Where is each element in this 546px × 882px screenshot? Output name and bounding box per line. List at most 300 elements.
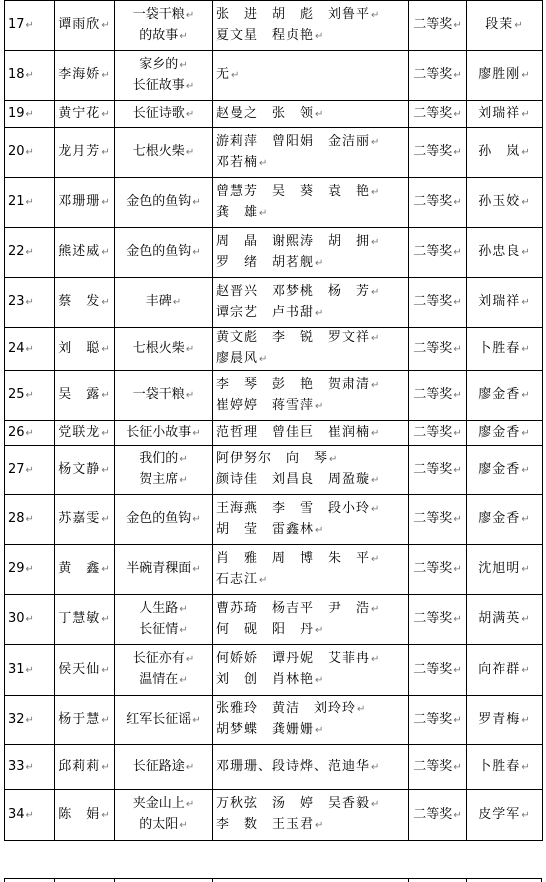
- student-name-cell: [55, 228, 115, 278]
- paragraph-mark-icon: ↵: [185, 343, 195, 355]
- paragraph-mark-icon: ↵: [185, 80, 195, 92]
- team-members-line: [216, 757, 405, 778]
- paragraph-mark-icon: ↵: [101, 514, 111, 525]
- paragraph-mark-icon: ↵: [453, 108, 462, 120]
- work-title-cell: [115, 421, 213, 446]
- table-row: [5, 645, 543, 696]
- work-title-text: 温情在: [139, 672, 179, 687]
- row-number: 32: [8, 711, 25, 727]
- prize-level: 二等奖: [413, 806, 453, 822]
- prize-cell: [409, 228, 467, 278]
- student-name-cell: [55, 101, 115, 128]
- work-title-cell: [115, 696, 213, 745]
- paragraph-mark-icon: ↵: [315, 524, 325, 536]
- row-number: 26: [8, 424, 25, 440]
- work-title-text: 长征情: [139, 621, 179, 637]
- team-members-line: [216, 26, 405, 47]
- work-title-text: 的太阳: [139, 817, 179, 832]
- team-members-cell: [213, 696, 409, 745]
- team-members-text: 李 琴 彭 艳 贺肃清: [216, 376, 371, 392]
- team-members-cell: [213, 545, 409, 595]
- teacher-cell: [467, 371, 543, 421]
- prize-cell: [409, 446, 467, 495]
- table-row: [5, 101, 543, 128]
- paragraph-mark-icon: ↵: [453, 464, 462, 476]
- paragraph-mark-icon: ↵: [259, 207, 269, 219]
- team-members-text: 李 数 王玉君: [216, 817, 315, 832]
- team-members-text: 胡 莹 雷鑫林: [216, 521, 315, 537]
- team-members-line: [216, 65, 405, 86]
- student-name: 黄 鑫: [58, 561, 101, 576]
- row-number-cell: [5, 696, 55, 745]
- work-title-text: 半碗青稞面: [126, 561, 192, 576]
- work-title-cell: [115, 745, 213, 790]
- prize-cell: [409, 421, 467, 446]
- team-members-line: [216, 549, 405, 570]
- paragraph-mark-icon: ↵: [371, 136, 381, 148]
- paragraph-mark-icon: ↵: [371, 286, 381, 298]
- teacher-cell: [467, 545, 543, 595]
- paragraph-mark-icon: ↵: [521, 297, 531, 308]
- teacher-cell: [467, 101, 543, 128]
- team-members-text: 曾慧芳 吴 葵 袁 艳: [216, 183, 371, 199]
- work-title-text: 红军长征谣: [126, 711, 192, 727]
- team-members-text: 万秋弦 汤 婷 吴香毅: [216, 796, 371, 811]
- work-title-line: [118, 192, 209, 213]
- table-row: [5, 371, 543, 421]
- work-title-line: [118, 649, 209, 670]
- team-members-text: 刘 创 肖林艳: [216, 672, 315, 687]
- row-number: 21: [8, 194, 25, 209]
- prize-level: 二等奖: [413, 611, 453, 626]
- work-title-cell: [115, 545, 213, 595]
- paragraph-mark-icon: ↵: [101, 809, 111, 821]
- paragraph-mark-icon: ↵: [101, 343, 111, 355]
- team-members-line: [216, 699, 405, 720]
- teacher-name: 皮学军: [478, 806, 521, 822]
- paragraph-mark-icon: ↵: [371, 761, 381, 773]
- prize-level: 二等奖: [413, 244, 453, 259]
- work-title-text: 我们的: [139, 451, 179, 466]
- paragraph-mark-icon: ↵: [25, 809, 34, 821]
- row-number: 23: [8, 294, 25, 309]
- paragraph-mark-icon: ↵: [521, 464, 531, 476]
- team-members-line: [216, 794, 405, 815]
- teacher-cell: [467, 128, 543, 178]
- student-name-cell: [55, 696, 115, 745]
- work-title-line: [118, 423, 209, 444]
- work-title-cell: [115, 446, 213, 495]
- work-title-text: 一袋干粮: [132, 387, 185, 402]
- team-members-cell: [213, 595, 409, 645]
- student-name: 熊述威: [58, 244, 101, 259]
- paragraph-mark-icon: ↵: [25, 70, 34, 81]
- team-members-text: 赵曼之 张 领: [216, 105, 315, 121]
- work-title-cell: [115, 495, 213, 545]
- paragraph-mark-icon: ↵: [453, 197, 462, 208]
- work-title-line: [118, 385, 209, 406]
- team-members-text: 何 砚 阳 丹: [216, 621, 315, 637]
- paragraph-mark-icon: ↵: [25, 343, 34, 355]
- team-members-cell: [213, 446, 409, 495]
- work-title-text: 长征诗歌: [132, 105, 185, 121]
- paragraph-mark-icon: ↵: [371, 603, 381, 615]
- work-title-line: [118, 757, 209, 778]
- paragraph-mark-icon: ↵: [25, 197, 34, 208]
- row-number-cell: [5, 495, 55, 545]
- paragraph-mark-icon: ↵: [521, 108, 531, 120]
- work-title-line: [118, 339, 209, 360]
- prize-cell: [409, 745, 467, 790]
- prize-level: 二等奖: [413, 511, 453, 526]
- teacher-name: 刘瑞祥: [478, 294, 521, 309]
- paragraph-mark-icon: ↵: [101, 427, 111, 439]
- table-row: [5, 696, 543, 745]
- team-members-cell: [213, 51, 409, 101]
- team-members-text: 无: [216, 67, 231, 82]
- paragraph-mark-icon: ↵: [101, 390, 111, 401]
- paragraph-mark-icon: ↵: [101, 564, 111, 575]
- team-members-line: [216, 449, 405, 470]
- paragraph-mark-icon: ↵: [25, 614, 34, 625]
- prize-level: 二等奖: [413, 340, 453, 356]
- team-members-cell: [213, 278, 409, 328]
- prize-level: 二等奖: [413, 661, 453, 677]
- teacher-name: 胡满英: [478, 611, 521, 626]
- teacher-name: 廖金香: [478, 387, 521, 402]
- teacher-cell: [467, 696, 543, 745]
- table-row: [5, 495, 543, 545]
- work-title-text: 长征亦有: [132, 651, 185, 666]
- teacher-cell: [467, 1, 543, 51]
- paragraph-mark-icon: ↵: [185, 761, 195, 773]
- row-number-cell: [5, 545, 55, 595]
- paragraph-mark-icon: ↵: [25, 390, 34, 401]
- teacher-cell: [467, 178, 543, 228]
- paragraph-mark-icon: ↵: [371, 333, 381, 344]
- paragraph-mark-icon: ↵: [101, 664, 111, 676]
- prize-cell: [409, 128, 467, 178]
- paragraph-mark-icon: ↵: [371, 236, 381, 248]
- row-number: 19: [8, 105, 25, 121]
- team-members-text: 曹苏琦 杨吉平 尹 浩: [216, 600, 371, 616]
- row-number-cell: [5, 101, 55, 128]
- work-title-cell: [115, 1, 213, 51]
- work-title-line: [118, 449, 209, 470]
- paragraph-mark-icon: ↵: [179, 454, 188, 465]
- team-members-cell: [213, 178, 409, 228]
- team-members-text: 何娇娇 谭丹妮 艾菲冉: [216, 651, 371, 666]
- team-members-line: [216, 104, 405, 125]
- paragraph-mark-icon: ↵: [453, 761, 462, 773]
- teacher-name: 孙忠良: [478, 244, 521, 259]
- paragraph-mark-icon: ↵: [185, 654, 195, 665]
- work-title-text: 长征小故事: [126, 424, 192, 440]
- prize-level: 二等奖: [413, 424, 453, 440]
- teacher-cell: [467, 495, 543, 545]
- team-members-text: 赵晋兴 邓梦桃 杨 芳: [216, 283, 371, 299]
- paragraph-mark-icon: ↵: [453, 514, 462, 525]
- team-members-text: 周 晶 谢熙涛 胡 拥: [216, 233, 371, 249]
- team-members-text: 张 进 胡 彪 刘鲁平: [216, 6, 371, 22]
- team-members-text: 胡梦蝶 龚姗姗: [216, 722, 315, 737]
- work-title-line: [118, 670, 209, 691]
- team-members-line: [216, 5, 405, 26]
- team-members-line: [216, 396, 405, 417]
- work-title-text: 贺主席: [139, 472, 179, 487]
- paragraph-mark-icon: ↵: [453, 664, 462, 676]
- teacher-name: 段茉: [485, 17, 514, 32]
- row-number-cell: [5, 328, 55, 371]
- paragraph-mark-icon: ↵: [25, 464, 34, 476]
- work-title-text: 长征路途: [132, 758, 185, 774]
- team-members-text: 石志江: [216, 571, 259, 587]
- work-title-line: [118, 26, 209, 47]
- paragraph-mark-icon: ↵: [357, 704, 367, 715]
- paragraph-mark-icon: ↵: [259, 354, 269, 365]
- paragraph-mark-icon: ↵: [371, 9, 381, 21]
- team-members-line: [216, 132, 405, 153]
- team-members-line: [216, 670, 405, 691]
- paragraph-mark-icon: ↵: [101, 108, 111, 120]
- team-members-text: 邓珊珊、段诗烨、范迪华: [216, 758, 371, 774]
- work-title-cell: [115, 595, 213, 645]
- paragraph-mark-icon: ↵: [371, 654, 381, 665]
- prize-cell: [409, 495, 467, 545]
- work-title-line: [118, 76, 209, 97]
- teacher-name: 廖金香: [478, 461, 521, 477]
- row-number-cell: [5, 278, 55, 328]
- student-name: 邓珊珊: [58, 194, 101, 209]
- team-members-line: [216, 253, 405, 274]
- work-title-text: 家乡的: [139, 56, 179, 72]
- work-title-line: [118, 599, 209, 620]
- teacher-cell: [467, 228, 543, 278]
- team-members-line: [216, 649, 405, 670]
- student-name: 陈 娟: [58, 806, 101, 822]
- work-title-line: [118, 710, 209, 731]
- prize-cell: [409, 790, 467, 841]
- table-row: [5, 51, 543, 101]
- paragraph-mark-icon: ↵: [329, 454, 339, 465]
- paragraph-mark-icon: ↵: [521, 564, 531, 575]
- paragraph-mark-icon: ↵: [453, 390, 462, 401]
- student-name-cell: [55, 128, 115, 178]
- work-title-text: 七根火柴: [132, 340, 185, 356]
- team-members-text: 罗 绪 胡茗舰: [216, 254, 315, 270]
- team-members-line: [216, 303, 405, 324]
- paragraph-mark-icon: ↵: [521, 147, 531, 158]
- work-title-text: 一袋干粮: [132, 6, 185, 22]
- student-name-cell: [55, 178, 115, 228]
- row-number-cell: [5, 790, 55, 841]
- paragraph-mark-icon: ↵: [25, 761, 34, 773]
- teacher-name: 卜胜春: [478, 340, 521, 356]
- row-number-cell: [5, 178, 55, 228]
- team-members-line: [216, 499, 405, 520]
- work-title-cell: [115, 128, 213, 178]
- team-members-line: [216, 182, 405, 203]
- prize-cell: [409, 278, 467, 328]
- student-name-cell: [55, 328, 115, 371]
- work-title-cell: [115, 790, 213, 841]
- paragraph-mark-icon: ↵: [521, 427, 531, 439]
- row-number: 25: [8, 387, 25, 402]
- row-number-cell: [5, 421, 55, 446]
- student-name: 蔡 发: [58, 294, 101, 309]
- paragraph-mark-icon: ↵: [179, 30, 188, 42]
- team-members-line: [216, 570, 405, 591]
- table-row: [5, 595, 543, 645]
- student-name: 邱莉莉: [58, 758, 101, 774]
- paragraph-mark-icon: ↵: [371, 553, 381, 565]
- student-name-cell: [55, 1, 115, 51]
- student-name-cell: [55, 446, 115, 495]
- paragraph-mark-icon: ↵: [192, 564, 201, 575]
- paragraph-mark-icon: ↵: [315, 624, 325, 636]
- prize-level: 二等奖: [413, 67, 453, 82]
- paragraph-mark-icon: ↵: [514, 20, 524, 31]
- row-number-cell: [5, 51, 55, 101]
- awards-table-body: [5, 1, 543, 841]
- teacher-name: 卜胜春: [478, 758, 521, 774]
- prize-level: 二等奖: [413, 17, 453, 32]
- paragraph-mark-icon: ↵: [453, 564, 462, 575]
- paragraph-mark-icon: ↵: [185, 799, 195, 810]
- paragraph-mark-icon: ↵: [101, 20, 111, 31]
- paragraph-mark-icon: ↵: [25, 664, 34, 676]
- team-members-line: [216, 720, 405, 741]
- paragraph-mark-icon: ↵: [315, 30, 325, 42]
- paragraph-mark-icon: ↵: [371, 427, 381, 439]
- paragraph-mark-icon: ↵: [185, 390, 195, 401]
- row-number: 17: [8, 17, 25, 32]
- student-name: 杨文静: [58, 461, 101, 477]
- teacher-cell: [467, 421, 543, 446]
- work-title-cell: [115, 328, 213, 371]
- paragraph-mark-icon: ↵: [185, 9, 195, 21]
- paragraph-mark-icon: ↵: [453, 614, 462, 625]
- paragraph-mark-icon: ↵: [315, 675, 325, 686]
- team-members-text: 张雅玲 黄洁 刘玲玲: [216, 701, 357, 716]
- paragraph-mark-icon: ↵: [101, 464, 111, 476]
- student-name-cell: [55, 790, 115, 841]
- teacher-name: 向祚群: [478, 661, 521, 677]
- student-name: 吴 露: [58, 387, 101, 402]
- paragraph-mark-icon: ↵: [521, 390, 531, 401]
- work-title-cell: [115, 371, 213, 421]
- student-name: 侯天仙: [58, 661, 101, 677]
- paragraph-mark-icon: ↵: [25, 714, 34, 726]
- paragraph-mark-icon: ↵: [25, 514, 34, 525]
- student-name: 杨于慧: [58, 711, 101, 727]
- table-row: [5, 1, 543, 51]
- paragraph-mark-icon: ↵: [172, 297, 182, 308]
- paragraph-mark-icon: ↵: [371, 799, 381, 810]
- paragraph-mark-icon: ↵: [25, 564, 34, 575]
- team-members-text: 谭宗艺 卢书甜: [216, 304, 315, 320]
- prize-level: 二等奖: [413, 194, 453, 209]
- paragraph-mark-icon: ↵: [453, 147, 462, 158]
- row-number: 20: [8, 144, 25, 159]
- team-members-text: 范哲理 曾佳巨 崔润楠: [216, 424, 371, 440]
- paragraph-mark-icon: ↵: [521, 343, 531, 355]
- student-name: 谭雨欣: [58, 17, 101, 32]
- prize-level: 二等奖: [413, 294, 453, 309]
- row-number: 28: [8, 511, 25, 526]
- teacher-name: 刘瑞祥: [478, 105, 521, 121]
- prize-level: 二等奖: [413, 387, 453, 402]
- team-members-text: 龚 雄: [216, 204, 259, 220]
- prize-cell: [409, 645, 467, 696]
- work-title-cell: [115, 645, 213, 696]
- work-title-text: 人生路: [139, 600, 179, 616]
- paragraph-mark-icon: ↵: [521, 247, 531, 258]
- student-name: 龙月芳: [58, 144, 101, 159]
- student-name-cell: [55, 595, 115, 645]
- work-title-text: 的故事: [139, 27, 179, 43]
- team-members-text: 崔婷婷 蒋雪萍: [216, 397, 315, 413]
- prize-level: 二等奖: [413, 758, 453, 774]
- row-number: 30: [8, 611, 25, 626]
- work-title-text: 丰碑: [145, 294, 172, 309]
- team-members-line: [216, 815, 405, 836]
- paragraph-mark-icon: ↵: [101, 70, 111, 81]
- table-row: [5, 446, 543, 495]
- paragraph-mark-icon: ↵: [521, 70, 531, 81]
- prize-level: 二等奖: [413, 144, 453, 159]
- table-row: [5, 328, 543, 371]
- paragraph-mark-icon: ↵: [101, 197, 111, 208]
- work-title-line: [118, 509, 209, 530]
- work-title-text: 金色的鱼钩: [126, 244, 192, 259]
- student-name-cell: [55, 545, 115, 595]
- paragraph-mark-icon: ↵: [453, 427, 462, 439]
- team-members-cell: [213, 101, 409, 128]
- student-name-cell: [55, 51, 115, 101]
- paragraph-mark-icon: ↵: [25, 108, 34, 120]
- paragraph-mark-icon: ↵: [315, 820, 325, 831]
- team-members-cell: [213, 745, 409, 790]
- paragraph-mark-icon: ↵: [453, 297, 462, 308]
- paragraph-mark-icon: ↵: [453, 809, 462, 821]
- row-number-cell: [5, 228, 55, 278]
- row-number: 24: [8, 340, 25, 356]
- student-name: 苏嘉雯: [58, 511, 101, 526]
- paragraph-mark-icon: ↵: [521, 664, 531, 676]
- paragraph-mark-icon: ↵: [259, 157, 269, 169]
- prize-cell: [409, 1, 467, 51]
- team-members-cell: [213, 328, 409, 371]
- team-members-cell: [213, 421, 409, 446]
- paragraph-mark-icon: ↵: [371, 503, 381, 515]
- team-members-line: [216, 153, 405, 174]
- team-members-text: 游莉萍 曾阳娟 金洁丽: [216, 133, 371, 149]
- student-name-cell: [55, 278, 115, 328]
- team-members-line: [216, 349, 405, 370]
- work-title-cell: [115, 228, 213, 278]
- teacher-cell: [467, 278, 543, 328]
- team-members-line: [216, 620, 405, 641]
- row-number: 18: [8, 67, 25, 82]
- paragraph-mark-icon: ↵: [315, 307, 325, 319]
- row-number: 31: [8, 661, 25, 677]
- teacher-cell: [467, 745, 543, 790]
- work-title-line: [118, 559, 209, 580]
- row-number-cell: [5, 745, 55, 790]
- paragraph-mark-icon: ↵: [179, 475, 188, 486]
- team-members-line: [216, 203, 405, 224]
